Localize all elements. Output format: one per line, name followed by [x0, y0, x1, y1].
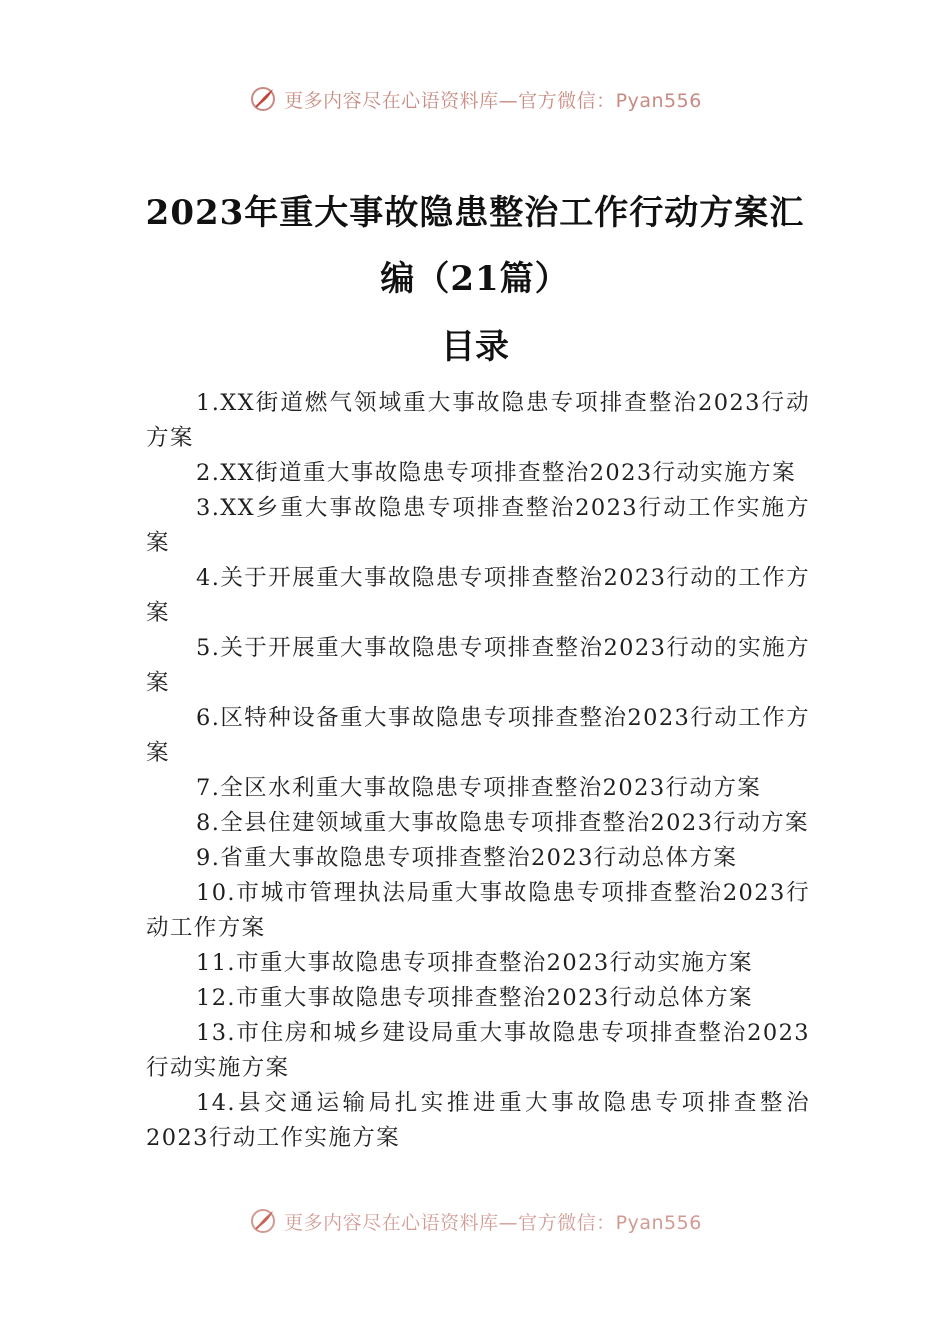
toc-item[interactable]: 9.省重大事故隐患专项排查整治2023行动总体方案: [196, 845, 738, 871]
quill-logo-icon: [248, 84, 278, 114]
quill-logo-icon: [248, 1206, 278, 1236]
toc-heading: 目录: [441, 327, 509, 367]
toc-item[interactable]: 10.市城市管理执法局重大事故隐患专项排查整治2023行动工作方案: [146, 880, 810, 941]
watermark-header: [0, 84, 950, 114]
toc-item[interactable]: 11.市重大事故隐患专项排查整治2023行动实施方案: [196, 950, 753, 976]
toc-item[interactable]: 13.市住房和城乡建设局重大事故隐患专项排查整治2023行动实施方案: [146, 1020, 810, 1081]
toc-item[interactable]: 4.关于开展重大事故隐患专项排查整治2023行动的工作方案: [146, 565, 810, 626]
watermark-text: 更多内容尽在心语资料库—官方微信：Pyan556: [284, 1211, 702, 1234]
watermark-footer: [0, 1206, 950, 1236]
toc-item[interactable]: 7.全区水利重大事故隐患专项排查整治2023行动方案: [196, 775, 762, 801]
toc-item[interactable]: 14.县交通运输局扎实推进重大事故隐患专项排查整治2023行动工作实施方案: [146, 1090, 810, 1151]
toc-item[interactable]: 6.区特种设备重大事故隐患专项排查整治2023行动工作方案: [146, 705, 810, 766]
document-title-line2: 编（21篇）: [380, 259, 570, 299]
toc-item[interactable]: 2.XX街道重大事故隐患专项排查整治2023行动实施方案: [196, 460, 796, 486]
toc-item[interactable]: 3.XX乡重大事故隐患专项排查整治2023行动工作实施方案: [146, 495, 810, 556]
toc-item[interactable]: 1.XX街道燃气领域重大事故隐患专项排查整治2023行动方案: [146, 390, 810, 451]
toc-item[interactable]: 5.关于开展重大事故隐患专项排查整治2023行动的实施方案: [146, 635, 810, 696]
toc-item[interactable]: 8.全县住建领域重大事故隐患专项排查整治2023行动方案: [196, 810, 809, 836]
toc-item[interactable]: 12.市重大事故隐患专项排查整治2023行动总体方案: [196, 985, 753, 1011]
table-of-contents: [146, 386, 810, 1156]
watermark-text: 更多内容尽在心语资料库—官方微信：Pyan556: [284, 89, 702, 112]
document-title-line1: 2023年重大事故隐患整治工作行动方案汇: [145, 193, 805, 233]
